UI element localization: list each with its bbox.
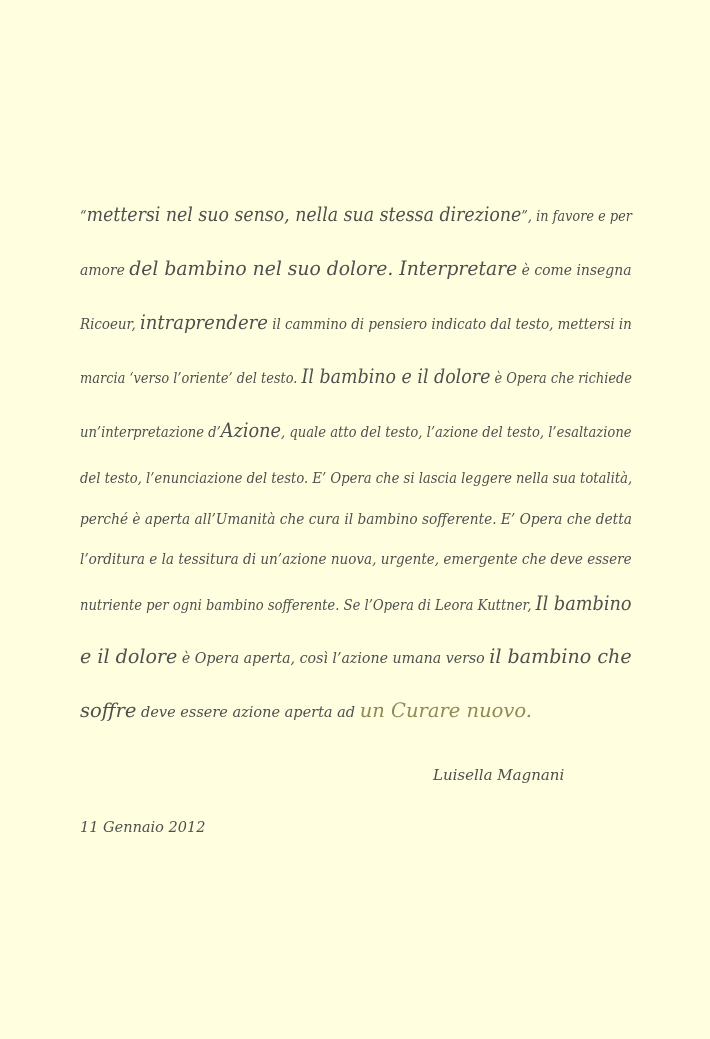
text-segment: è Opera che richiede: [490, 371, 632, 387]
text-highlight: un Curare nuovo.: [359, 699, 532, 722]
text-line: [80, 594, 632, 614]
text-emphasis: intraprendere: [139, 311, 268, 334]
text-line: [80, 472, 632, 487]
text-line: [80, 553, 632, 568]
text-line: [80, 513, 632, 528]
text-emphasis: mettersi nel suo senso, nella sua stessa direzione: [86, 203, 522, 226]
text-segment: deve essere azione aperta ad: [136, 705, 360, 721]
text-emphasis: soffre: [80, 699, 137, 722]
text-line: [80, 313, 632, 333]
text-emphasis: il bambino che: [489, 645, 632, 668]
text-line: [80, 367, 632, 387]
text-segment: l’orditura e la tessitura di un’azione nuova, urgente, emergente che deve essere: [80, 552, 632, 568]
text-line: [80, 701, 532, 721]
text-line: [80, 421, 632, 441]
text-segment: perché è aperta all’Umanità che cura il bambino sofferente. E’ Opera che detta: [80, 512, 632, 528]
signature: Luisella Magnani: [433, 766, 565, 784]
text-segment: , quale atto del testo, l’azione del testo, l’esaltazione: [280, 425, 632, 441]
text-segment: del testo, l’enunciazione del testo. E’ Opera che si lascia leggere nella sua totalità,: [80, 471, 633, 487]
text-emphasis: Il bambino: [535, 592, 632, 615]
text-emphasis: Azione: [220, 419, 281, 442]
text-emphasis: Il bambino e il dolore: [301, 365, 491, 388]
text-segment: un’interpretazione d’: [80, 425, 221, 441]
text-segment: amore: [80, 263, 130, 279]
text-line: [80, 205, 632, 225]
text-segment: è come insegna: [517, 263, 632, 279]
text-line: [80, 259, 632, 279]
text-segment: marcia ‘verso l’oriente’ del testo.: [80, 371, 302, 387]
text-segment: “: [80, 209, 87, 225]
text-emphasis: e il dolore: [80, 645, 178, 668]
text-segment: ”, in favore e per: [521, 209, 632, 225]
date: 11 Gennaio 2012: [80, 820, 206, 836]
text-line: [80, 647, 632, 667]
text-segment: è Opera aperta, così l’azione umana verso: [177, 651, 490, 667]
text-segment: Ricoeur,: [80, 317, 140, 333]
text-segment: nutriente per ogni bambino sofferente. Se l’Opera di Leora Kuttner,: [80, 598, 536, 614]
text-segment: il cammino di pensiero indicato dal testo, mettersi in: [267, 317, 632, 333]
text-emphasis: del bambino nel suo dolore. Interpretare: [129, 257, 518, 280]
